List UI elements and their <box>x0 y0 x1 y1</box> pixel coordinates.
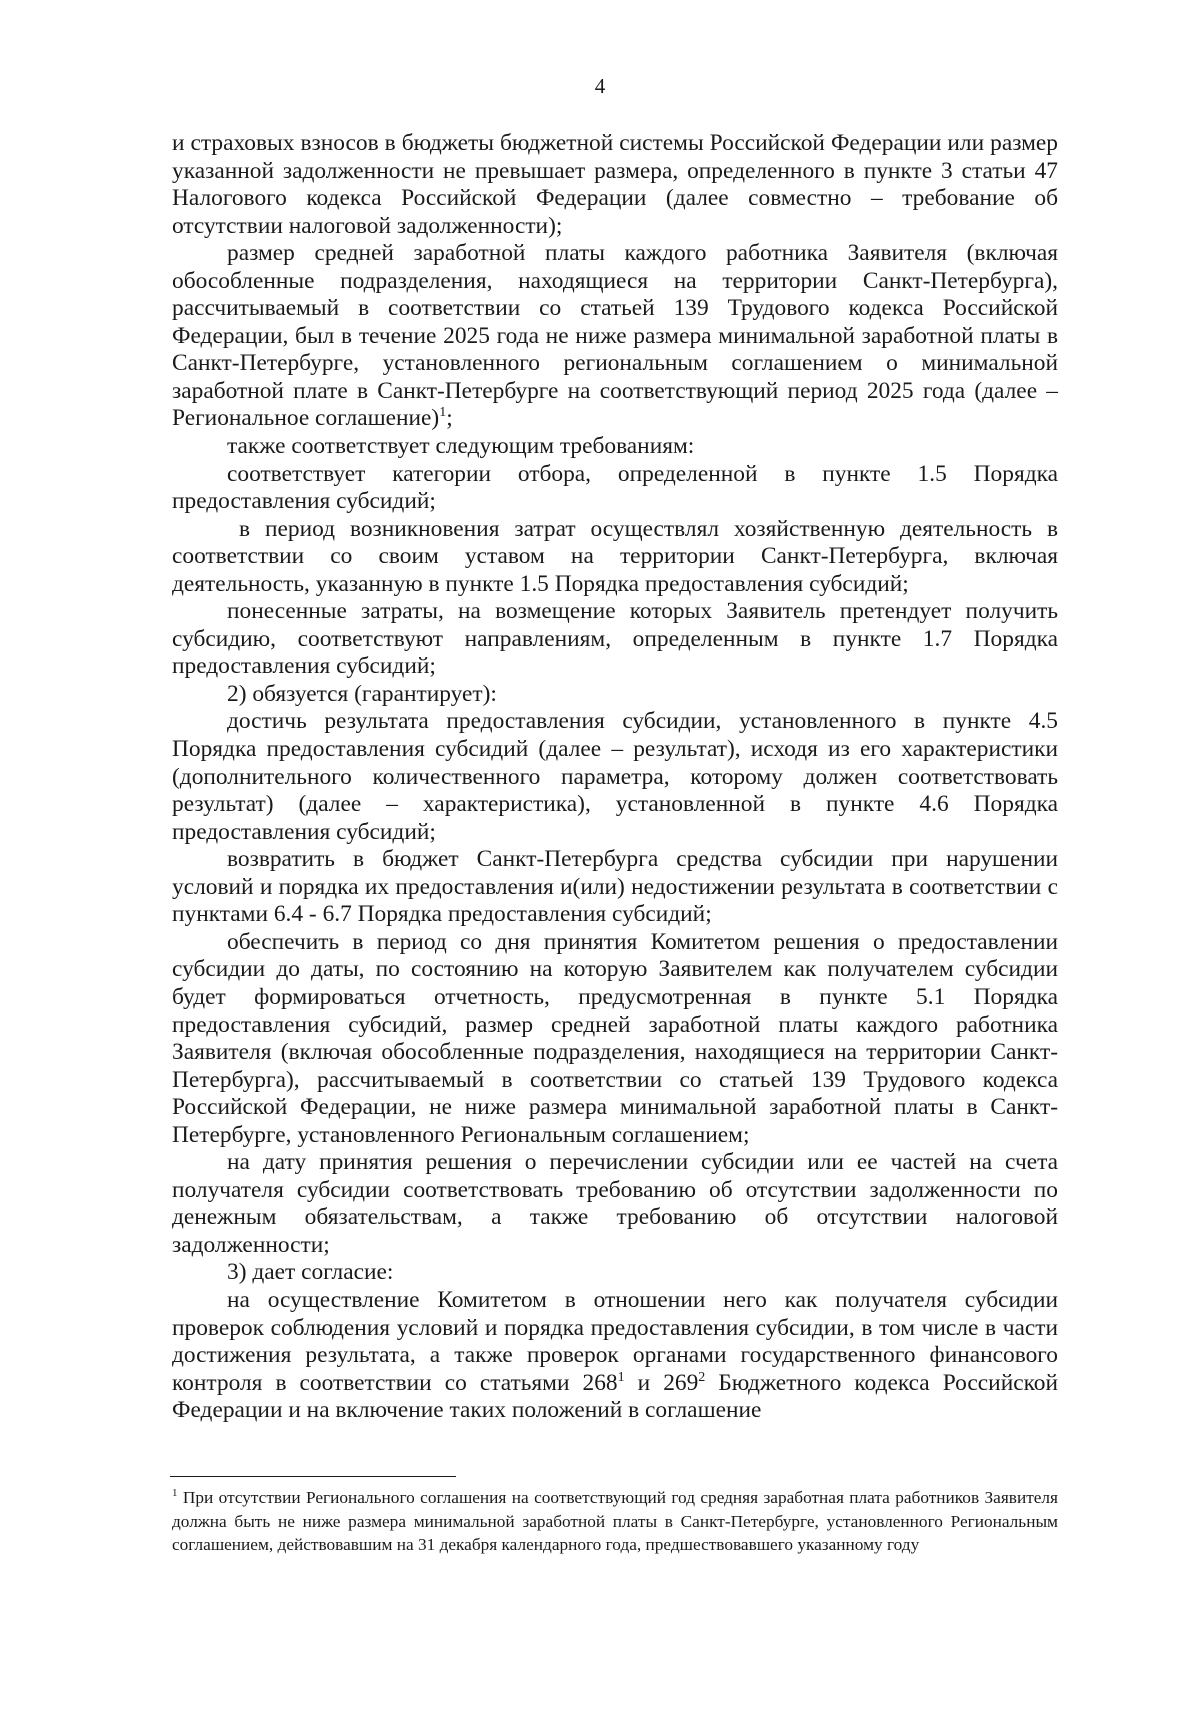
paragraph-item-2-obligations: 2) обязуется (гарантирует): <box>227 680 497 707</box>
paragraph-payment-date-compliance: на дату принятия решения о перечислении субсидии или ее частей на счета получателя субсидии соответствовать требованию об отсутствии задолженности по денежным обязательствам, а также требованию об отсутствии налоговой задолженности; <box>172 1149 1058 1258</box>
paragraph-achieve-result: достичь результата предоставления субсидии, установленного в пункте 4.5 Порядка предоставления субсидий (далее – результат), исходя из его характеристики (дополнительного количественного параметра, которому должен соответствовать результат) (далее – характеристика), установленной в пункте 4.6 Порядка предоставления субсидий; <box>172 708 1058 845</box>
paragraph-tax-debt-requirement: и страховых взносов в бюджеты бюджетной системы Российской Федерации или размер указанной задолженности не превышает размера, определенного в пункте 3 статьи 47 Налогового кодекса Российской Федерации (далее совместно – требование об отсутствии налоговой задолженности); <box>172 130 1058 239</box>
document-body <box>172 130 1058 1425</box>
paragraph-average-salary: размер средней заработной платы каждого работника Заявителя (включая обособленные подразделения, находящиеся на территории Санкт-Петербурга), рассчитываемый в соответствии со статьей 139 Трудового кодекса Российской Федерации, был в течение 2025 года не ниже размера минимальной заработной платы в Санкт-Петербурге, установленного региональным соглашением о минимальной заработной плате в Санкт-Петербурге на соответствующий период 2025 года (далее – Региональное соглашение)$^1$; <box>172 240 1058 432</box>
paragraph-business-activity: в период возникновения затрат осуществлял хозяйственную деятельность в соответствии со своим уставом на территории Санкт-Петербурга, включая деятельность, указанную в пункте 1.5 Порядка предоставления субсидий; <box>172 515 1058 597</box>
footnote-marker: 1 <box>172 1487 178 1500</box>
footnote-text: При отсутствии Регионального соглашения на соответствующий год средняя заработная плата работников Заявителя должна быть не ниже размера минимальной заработной платы в Санкт-Петербурге, установленного Региональным соглашением, действовавшим на 31 декабря календарного года, предшествовавшего указанному году <box>172 1488 1058 1554</box>
page-number: 4 <box>594 74 606 98</box>
paragraph-ensure-salary: обеспечить в период со дня принятия Комитетом решения о предоставлении субсидии до даты, по состоянию на которую Заявителем как получателем субсидии будет формироваться отчетность, предусмотренная в пункте 5.1 Порядка предоставления субсидий, размер средней заработной платы каждого работника Заявителя (включая обособленные подразделения, находящиеся на территории Санкт-Петербурга), рассчитываемый в соответствии со статьей 139 Трудового кодекса Российской Федерации, не ниже размера минимальной заработной платы в Санкт-Петербурге, установленного Региональным соглашением; <box>172 928 1058 1148</box>
paragraph-incurred-costs: понесенные затраты, на возмещение которых Заявитель претендует получить субсидию, соответствуют направлениям, определенным в пункте 1.7 Порядка предоставления субсидий; <box>172 598 1058 680</box>
footnote-divider <box>170 1476 456 1477</box>
superscript-article-268: 1 <box>617 1369 625 1385</box>
footnote <box>172 1486 1058 1557</box>
footnote-reference: 1 <box>439 405 447 421</box>
paragraph-selection-category: соответствует категории отбора, определенной в пункте 1.5 Порядка предоставления субсидий; <box>172 460 1058 515</box>
paragraph-item-3-consent: 3) дает согласие: <box>227 1259 394 1286</box>
paragraph-also-meets-requirements: также соответствует следующим требованиям: <box>227 433 695 460</box>
paragraph-audit-consent: на осуществление Комитетом в отношении него как получателя субсидии проверок соблюдения условий и порядка предоставления субсидии, в том числе в части достижения результата, а также проверок органами государственного финансового контроля в соответствии со статьями $268^1$ и $269^2$ Бюджетного кодекса Российской Федерации и на включение таких положений в соглашение <box>172 1286 1058 1424</box>
superscript-article-269: 2 <box>698 1369 706 1385</box>
paragraph-return-funds: возвратить в бюджет Санкт-Петербурга средства субсидии при нарушении условий и порядка их предоставления и(или) недостижении результата в соответствии с пунктами 6.4 - 6.7 Порядка предоставления субсидий; <box>172 846 1058 928</box>
